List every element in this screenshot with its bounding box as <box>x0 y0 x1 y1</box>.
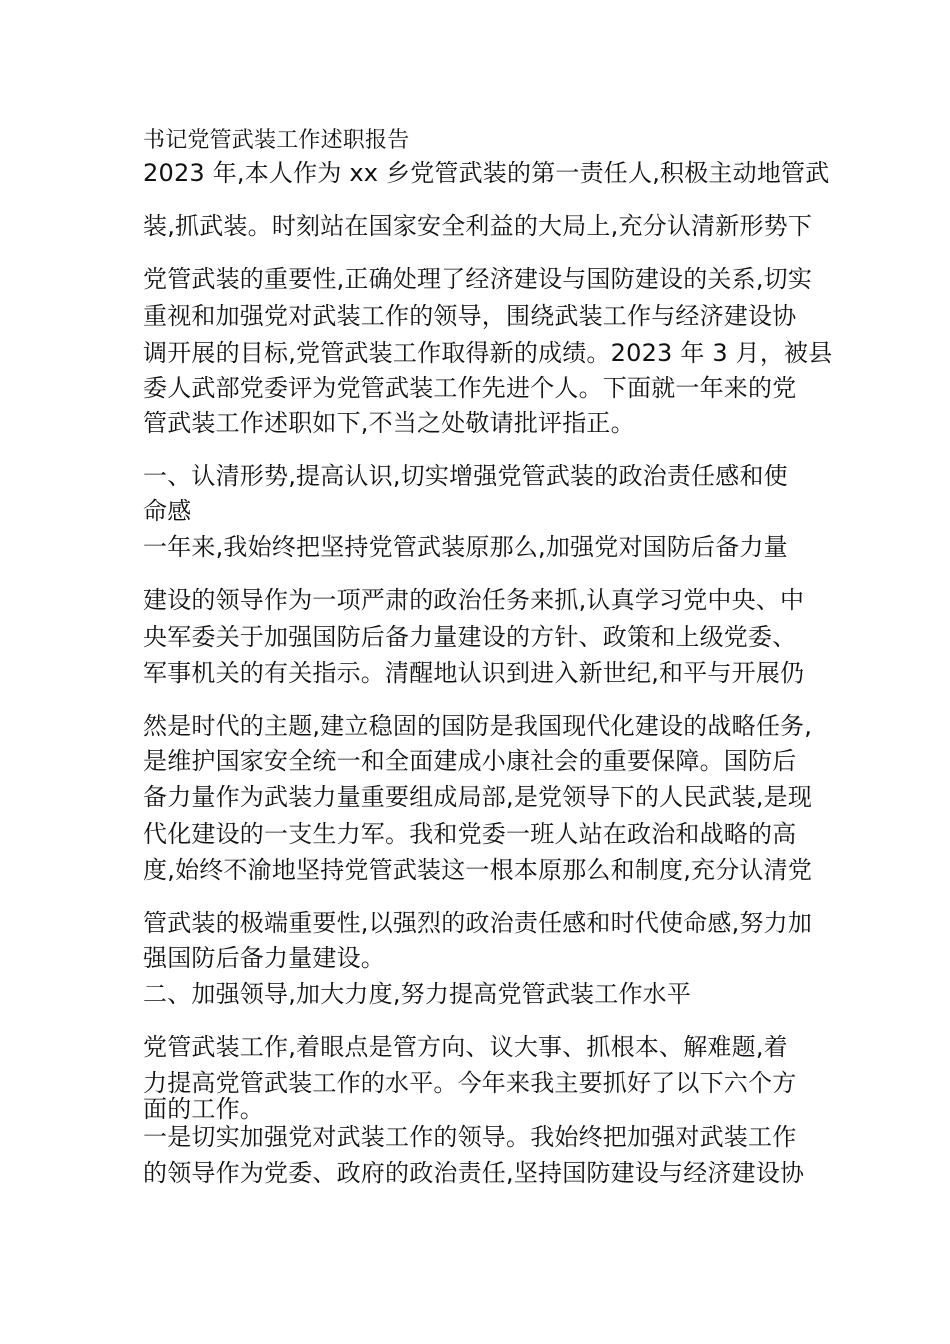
text-line: 委人武部党委评为党管武装工作先进个人。下面就一年来的党 <box>143 374 797 402</box>
text-line: 装,抓武装。时刻站在国家安全利益的大局上,充分认清新形势下 <box>143 212 813 240</box>
text-line: 度,始终不渝地坚持党管武装这一根本原那么和制度,充分认清党 <box>143 856 813 884</box>
text-line: 一是切实加强党对武装工作的领导。我始终把加强对武装工作 <box>143 1123 797 1151</box>
text-line: 党管武装工作,着眼点是管方向、议大事、抓根本、解难题,着 <box>143 1033 788 1061</box>
text-line: 建设的领导作为一项严肃的政治任务来抓,认真学习党中央、中 <box>143 586 805 614</box>
text-line: 强国防后备力量建设。 <box>143 944 385 972</box>
text-line: 2023 年,本人作为 xx 乡党管武装的第一责任人,积极主动地管武 <box>143 159 830 187</box>
text-line: 调开展的目标,党管武装工作取得新的成绩。2023 年 3 月，被县 <box>143 339 833 367</box>
text-line: 一年来,我始终把坚持党管武装原那么,加强党对国防后备力量 <box>143 533 788 561</box>
text-line: 央军委关于加强国防后备力量建设的方针、政策和上级党委、 <box>143 623 797 651</box>
text-line: 然是时代的主题,建立稳固的国防是我国现代化建设的战略任务, <box>143 712 813 740</box>
text-line: 代化建设的一支生力军。我和党委一班人站在政治和战略的高 <box>143 820 797 848</box>
text-line: 备力量作为武装力量重要组成局部,是党领导下的人民武装,是现 <box>143 783 813 811</box>
text-line: 管武装工作述职如下,不当之处敬请批评指正。 <box>143 409 635 437</box>
text-line: 重视和加强党对武装工作的领导，围绕武装工作与经济建设协 <box>143 302 797 330</box>
document-title: 书记党管武装工作述职报告 <box>143 128 410 153</box>
section-heading: 二、加强领导,加大力度,努力提高党管武装工作水平 <box>143 980 692 1008</box>
text-line: 是维护国家安全统一和全面建成小康社会的重要保障。国防后 <box>143 747 797 775</box>
section-heading: 命感 <box>143 497 192 525</box>
text-line: 的领导作为党委、政府的政治责任,坚持国防建设与经济建设协 <box>143 1159 805 1187</box>
text-line: 党管武装的重要性,正确处理了经济建设与国防建设的关系,切实 <box>143 265 813 293</box>
text-line: 面的工作。 <box>143 1095 264 1123</box>
section-heading: 一、认清形势,提高认识,切实增强党管武装的政治责任感和使 <box>143 462 788 490</box>
text-line: 军事机关的有关指示。清醒地认识到进入新世纪,和平与开展仍 <box>143 659 805 687</box>
text-line: 力提高党管武装工作的水平。今年来我主要抓好了以下六个方 <box>143 1069 797 1097</box>
text-line: 管武装的极端重要性,以强烈的政治责任感和时代使命感,努力加 <box>143 909 813 937</box>
